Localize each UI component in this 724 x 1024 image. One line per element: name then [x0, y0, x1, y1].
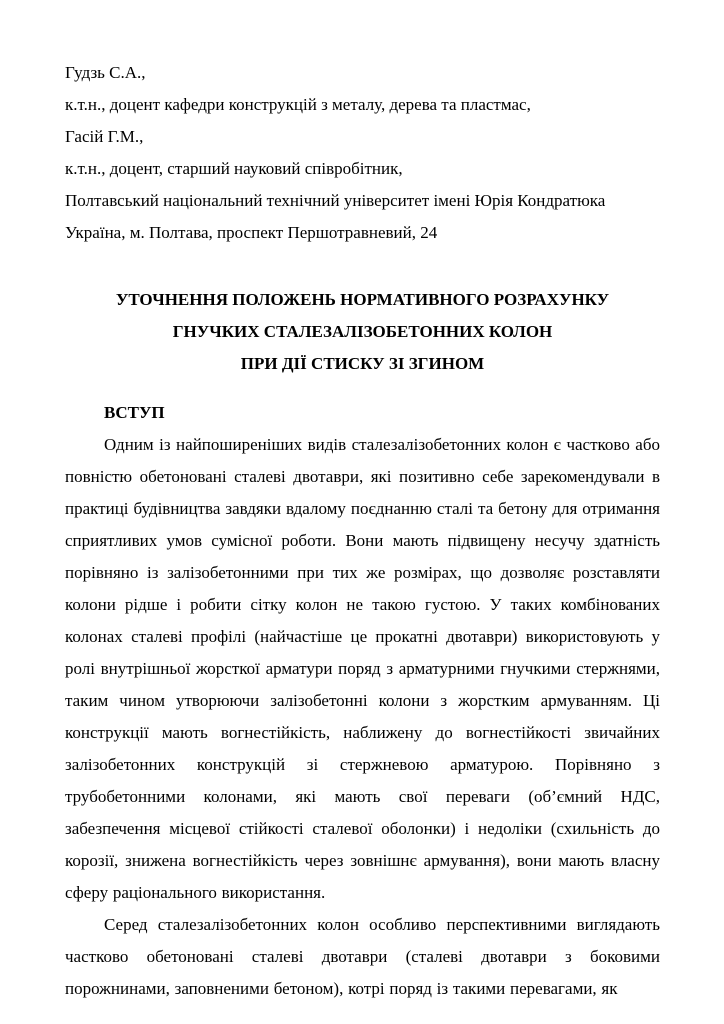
paper-title-line-1: УТОЧНЕННЯ ПОЛОЖЕНЬ НОРМАТИВНОГО РОЗРАХУНКУ	[115, 290, 610, 309]
paper-title-line-2: ГНУЧКИХ СТАЛЕЗАЛІЗОБЕТОННИХ КОЛОН	[172, 322, 553, 341]
intro-paragraph-2: Серед сталезалізобетонних колон особливо перспективними виглядають частково обетоновані сталеві двотаври (сталеві двотаври з боковими порожнинами, заповненими бетоном), котрі поряд із такими перевагами, як	[65, 915, 660, 998]
affiliation: Полтавський національний технічний університет імені Юрія Кондратюка	[65, 191, 606, 210]
paper-title-line-3: ПРИ ДІЇ СТИСКУ ЗІ ЗГИНОМ	[240, 354, 485, 373]
author-credentials-1: к.т.н., доцент кафедри конструкцій з металу, дерева та пластмас,	[65, 95, 531, 114]
author-credentials-2: к.т.н., доцент, старший науковий співробітник,	[65, 159, 403, 178]
author-name-1: Гудзь С.А.,	[65, 63, 146, 82]
affiliation-address: Україна, м. Полтава, проспект Першотравневий, 24	[65, 223, 438, 242]
author-name-2: Гасій Г.М.,	[65, 127, 144, 146]
author-block	[65, 57, 660, 249]
intro-paragraph-1: Одним із найпоширеніших видів сталезалізобетонних колон є частково або повністю обетоновані сталеві двотаври, які позитивно себе зарекомендували в практиці будівництва завдяки вдалому поєднанню сталі та бетону для отримання сприятливих умов сумісної роботи. Вони мають підвищену несучу здатність порівняно із залізобетонними при тих же розмірах, що дозволяє розставляти колони рідше і робити сітку колон не такою густою. У таких комбінованих колонах сталеві профілі (найчастіше це прокатні двотаври) використовують у ролі внутрішньої жорсткої арматури поряд з арматурними гнучкими стержнями, таким чином утворюючи залізобетонні колони з жорстким армуванням. Ці конструкції мають вогнестійкість, наближену до вогнестійкості звичайних залізобетонних конструкцій зі стержневою арматурою. Порівняно з трубобетонними колонами, які мають свої переваги (об’ємний НДС, забезпечення місцевої стійкості сталевої оболонки) і недоліки (схильність до корозії, знижена вогнестійкість через зовнішнє армування), вони мають власну сферу раціонального використання.	[65, 435, 660, 902]
section-heading-intro: ВСТУП	[104, 403, 165, 422]
paper-title	[65, 284, 660, 380]
